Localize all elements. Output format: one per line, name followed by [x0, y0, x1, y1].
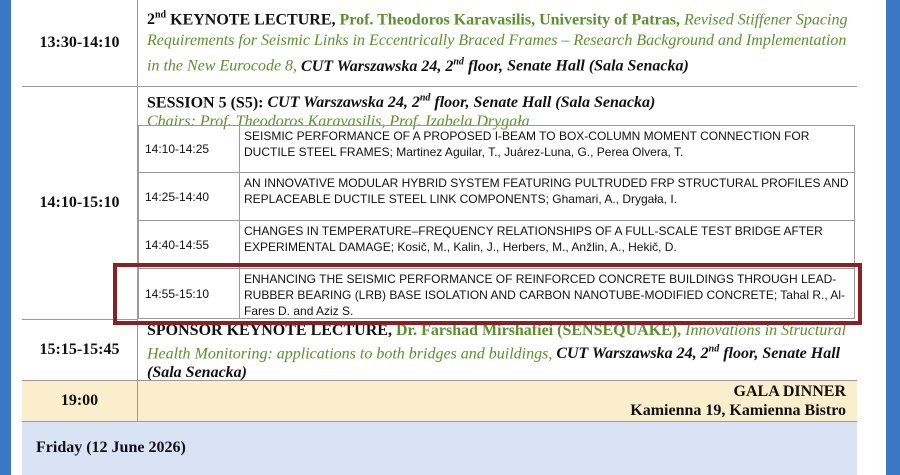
keynote2-speaker: Prof. Theodoros Karavasilis, University of Patras, — [339, 11, 680, 29]
friday-label: Friday (12 June 2026) — [36, 439, 186, 456]
sponsor-speaker: Dr. Farshad Mirshafiei (SENSEQUAKE), — [395, 322, 682, 339]
keynote2-heading: KEYNOTE LECTURE, — [170, 11, 336, 29]
keynote2-venue: CUT Warszawska 24, 2nd floor, — [301, 56, 504, 75]
gala-time: 19:00 — [22, 381, 138, 422]
keynote2-venue-hall: Senate Hall (Sala Senacka) — [507, 57, 689, 75]
left-frame-bar — [0, 0, 11, 475]
keynote2-details — [138, 0, 857, 87]
friday-header — [22, 422, 857, 475]
gala-title: GALA DINNER — [733, 383, 846, 400]
sponsor-heading: SPONSOR KEYNOTE LECTURE, — [147, 322, 392, 339]
paper-1-text: SEISMIC PERFORMANCE OF A PROPOSED I-BEAM TO BOX-COLUMN MOMENT CONNECTION FOR DUCTILE STEEL FRAMES; Martinez Aguilar, T., Juárez-Luna, G., Perea Olvera, T. — [240, 125, 855, 173]
session5-venue: CUT Warszawska 24, 2nd floor, Senate Hall (Sala Senacka) — [263, 93, 656, 112]
session5-header — [138, 87, 857, 131]
sponsor-venue: CUT Warszawska 24, 2nd floor, Senate Hall (Sala Senacka) — [147, 344, 841, 382]
session5-time: 14:10-15:10 — [22, 87, 138, 320]
keynote2-title: Revised Stiffener Spacing Requirements for Seismic Links in Eccentrically Braced Frames – Research Background and Implementation in the New Eurocode 8, — [147, 11, 848, 75]
paper-3-time: 14:40-14:55 — [138, 221, 240, 269]
session5-heading: SESSION 5 (S5): — [147, 94, 264, 112]
paper-4-time: 14:55-15:10 — [138, 269, 240, 319]
session5-chairs: Chairs: Prof. Theodoros Karavasilis, Prof. Izabela Drygała — [147, 113, 530, 131]
paper-3-text: CHANGES IN TEMPERATURE–FREQUENCY RELATIONSHIPS OF A FULL-SCALE TEST BRIDGE AFTER EXPERIMENTAL DAMAGE; Kosič, M., Kalin, J., Herbers, M., Anžlin, A., Hekič, D. — [240, 221, 855, 269]
sponsor-title: Innovations in Structural Health Monitoring: applications to both bridges and buildings, — [147, 322, 847, 363]
gala-venue: Kamienna 19, Kamienna Bistro — [630, 402, 846, 419]
sponsor-details — [138, 320, 857, 381]
paper-1-time: 14:10-14:25 — [138, 125, 240, 173]
paper-4-text: ENHANCING THE SEISMIC PERFORMANCE OF REINFORCED CONCRETE BUILDINGS THROUGH LEAD-RUBBER BEARING (LRB) BASE ISOLATION AND CARBON NANOTUBE-MODIFIED CONCRETE; Tahal R., Al-Fares D. and Aziz S. — [240, 269, 855, 319]
highlight-box — [113, 263, 862, 325]
paper-2-time: 14:25-14:40 — [138, 173, 240, 221]
right-frame-bar — [886, 0, 900, 475]
keynote2-ordinal: 2nd — [147, 10, 167, 29]
sponsor-time: 15:15-15:45 — [22, 320, 138, 381]
keynote2-time: 13:30-14:10 — [22, 0, 138, 87]
gala-details — [138, 381, 857, 422]
paper-2-text: AN INNOVATIVE MODULAR HYBRID SYSTEM FEATURING PULTRUDED FRP STRUCTURAL PROFILES AND REPLACEABLE DUCTILE STEEL LINK COMPONENTS; Ghamari, A., Drygała, I. — [240, 173, 855, 221]
schedule-table — [22, 0, 857, 475]
